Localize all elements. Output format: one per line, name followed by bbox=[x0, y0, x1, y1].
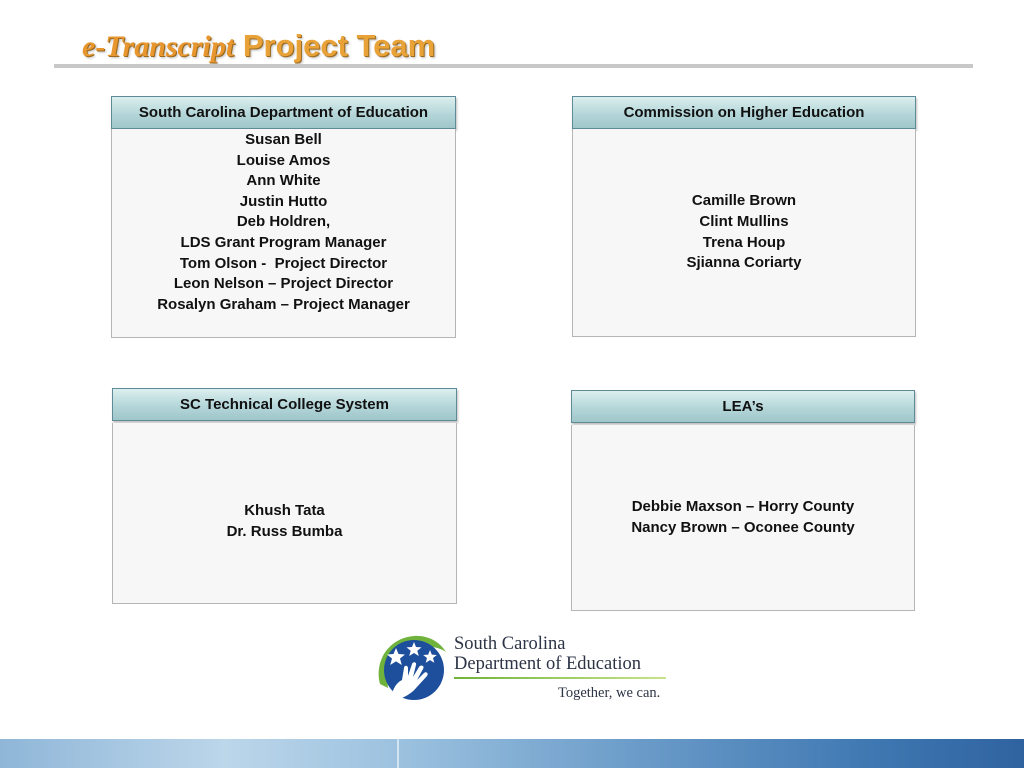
group-commission-on-higher-education bbox=[572, 96, 916, 337]
slide-title-part2: Project Team bbox=[242, 28, 436, 63]
member-name: Tom Olson - Project Director bbox=[179, 254, 388, 272]
title-divider bbox=[54, 64, 973, 68]
logo-underline bbox=[454, 677, 666, 679]
member-name: Justin Hutto bbox=[239, 192, 328, 210]
member-list bbox=[111, 129, 456, 338]
member-list bbox=[571, 425, 915, 611]
member-name: Dr. Russ Bumba bbox=[226, 522, 343, 540]
sc-department-of-education-logo bbox=[374, 630, 674, 706]
slide-title bbox=[82, 26, 435, 67]
member-name: Trena Houp bbox=[702, 233, 786, 251]
slide-title-part1: e-Transcript bbox=[82, 30, 235, 63]
logo-name-line1: South Carolina bbox=[454, 634, 566, 654]
group-header: LEA’s bbox=[571, 390, 915, 423]
group-header: SC Technical College System bbox=[112, 388, 457, 421]
logo-tagline: Together, we can. bbox=[558, 685, 661, 701]
member-name: Clint Mullins bbox=[699, 212, 789, 230]
group-header: Commission on Higher Education bbox=[572, 96, 916, 129]
member-name: Debbie Maxson – Horry County bbox=[631, 497, 855, 515]
member-name: Louise Amos bbox=[236, 151, 331, 169]
member-role: LDS Grant Program Manager bbox=[180, 233, 387, 251]
logo-wordmark bbox=[454, 635, 641, 674]
member-name: Leon Nelson – Project Director bbox=[173, 275, 394, 293]
member-name: Camille Brown bbox=[691, 192, 797, 210]
group-leas bbox=[571, 390, 915, 611]
hand-stars-icon bbox=[374, 632, 448, 704]
member-name: Deb Holdren, bbox=[236, 213, 331, 231]
member-list bbox=[572, 129, 916, 337]
member-name: Susan Bell bbox=[245, 131, 322, 148]
member-name: Sjianna Coriarty bbox=[686, 254, 802, 272]
member-name: Rosalyn Graham – Project Manager bbox=[157, 295, 410, 313]
member-name: Nancy Brown – Oconee County bbox=[631, 518, 855, 536]
footer-band bbox=[0, 739, 1024, 768]
group-sc-department-of-education bbox=[111, 96, 456, 338]
member-list bbox=[112, 423, 457, 604]
footer-divider bbox=[397, 739, 399, 768]
logo-name-line2: Department of Education bbox=[454, 653, 641, 674]
group-header: South Carolina Department of Education bbox=[111, 96, 456, 129]
member-name: Khush Tata bbox=[244, 501, 325, 519]
group-sc-technical-college-system bbox=[112, 388, 457, 604]
member-name: Ann White bbox=[246, 172, 321, 190]
